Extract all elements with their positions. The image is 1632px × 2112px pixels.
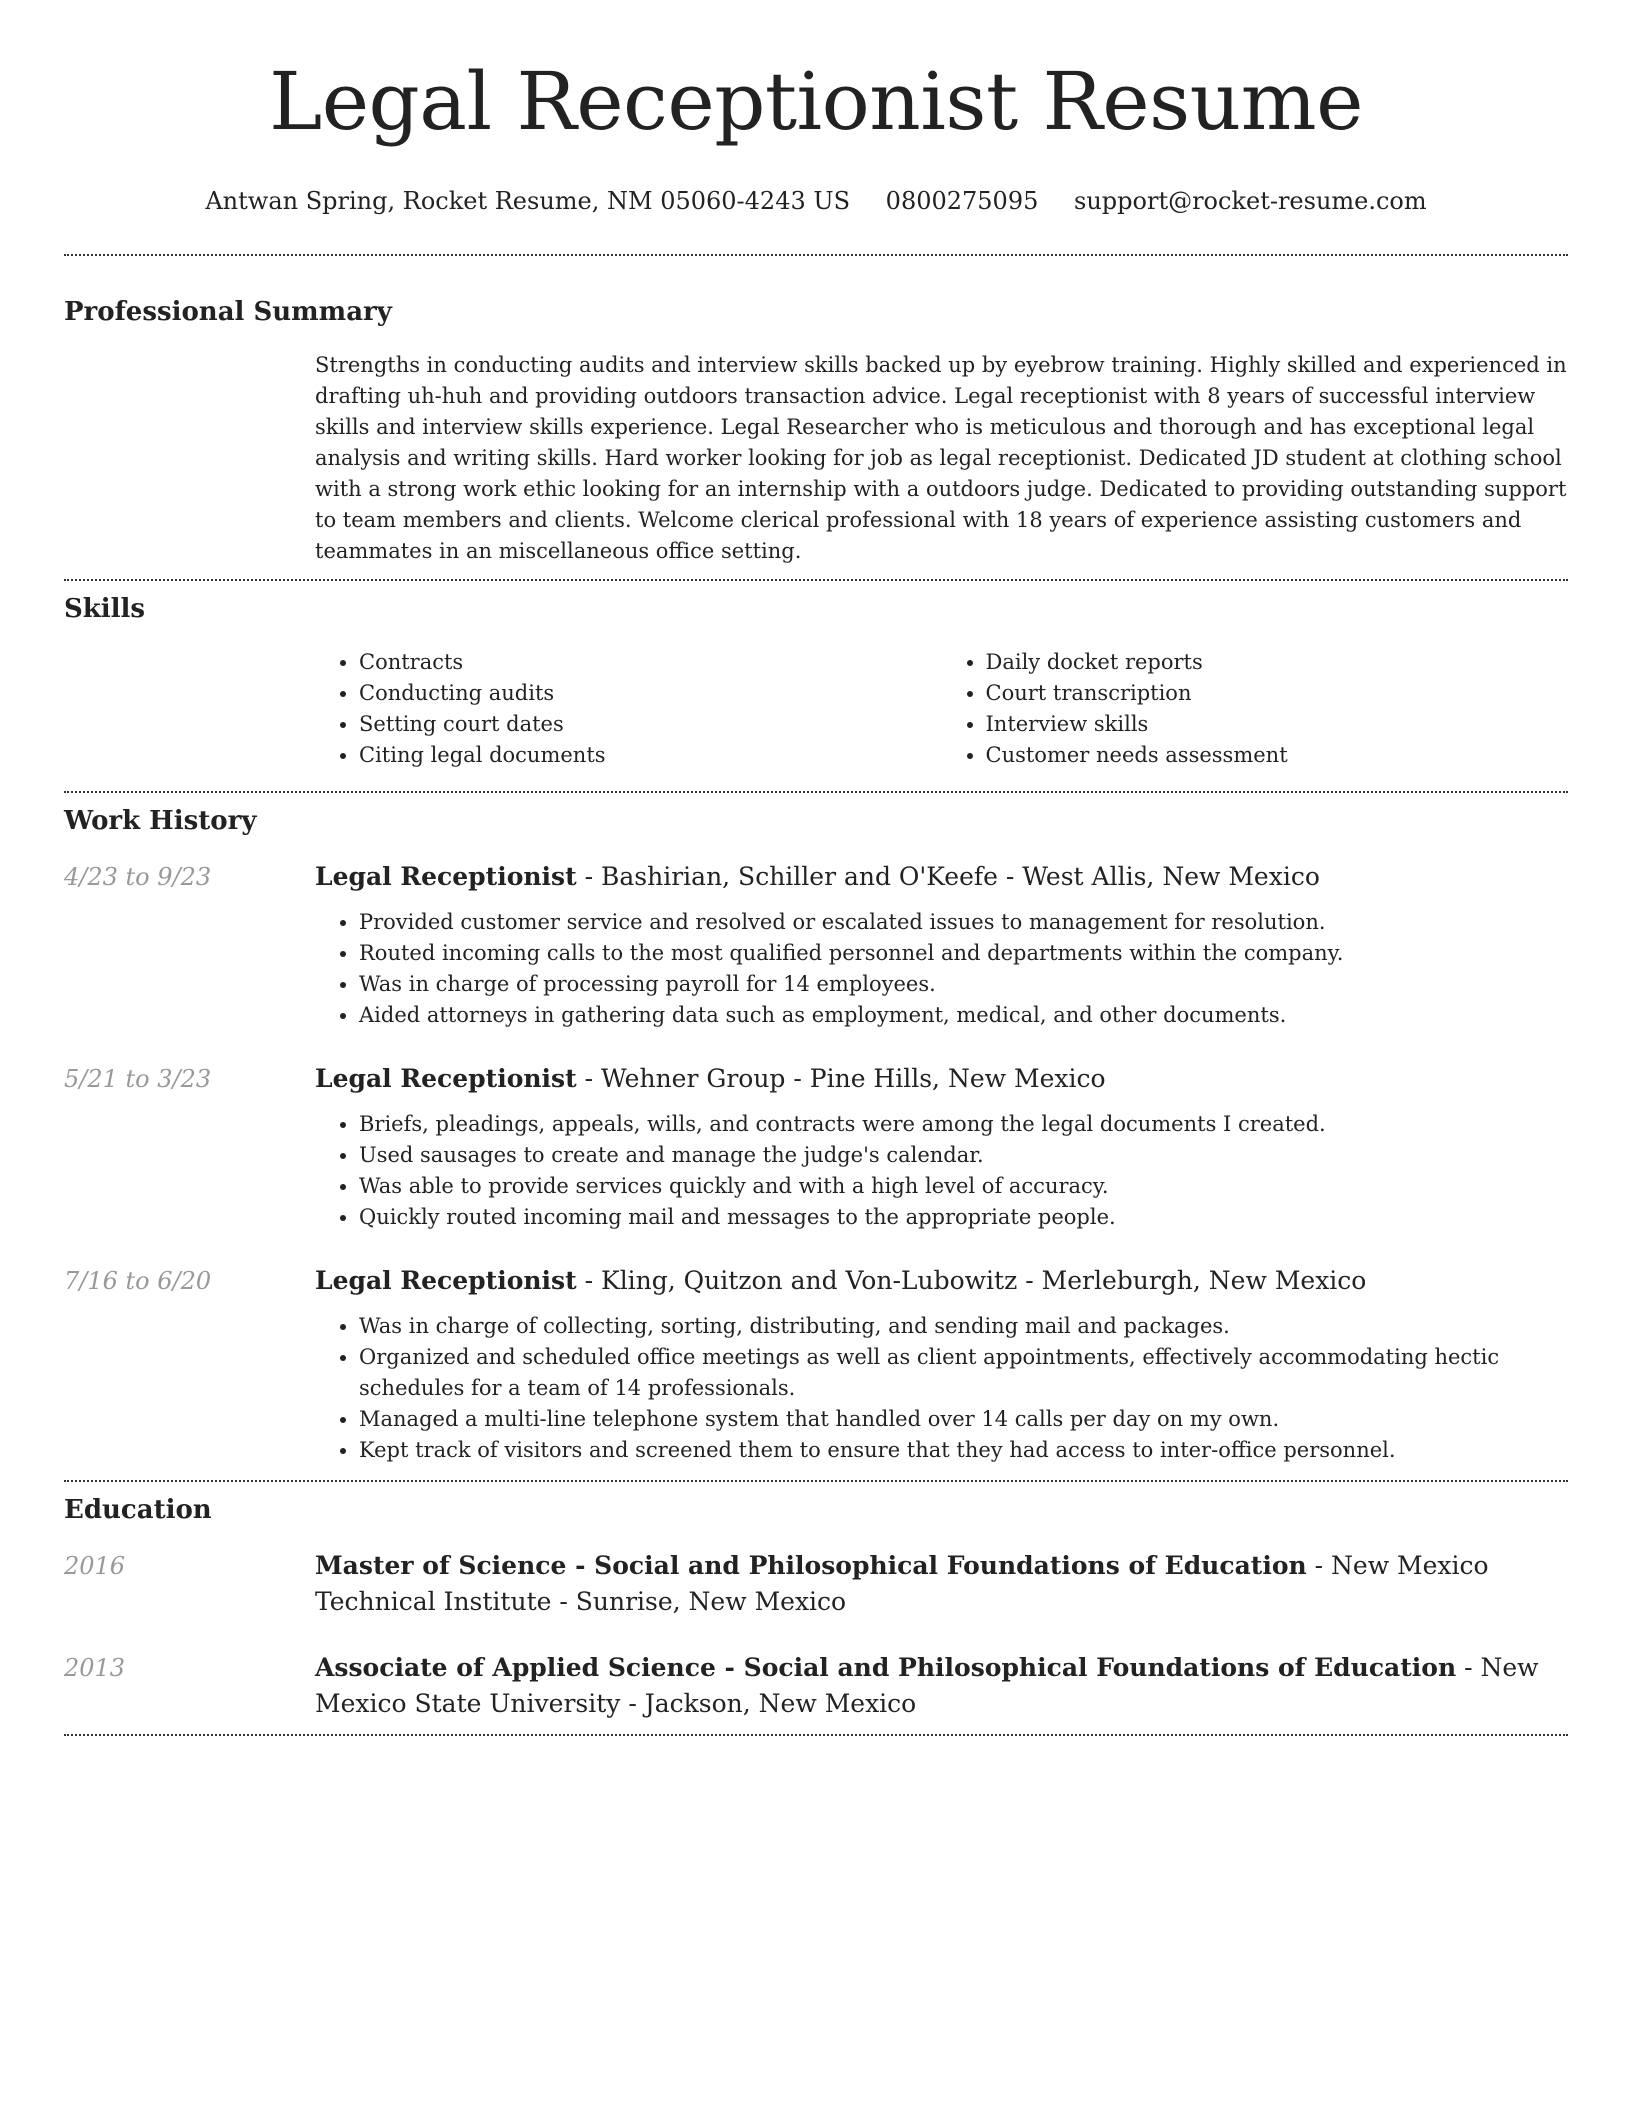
education-title	[315, 1650, 1568, 1722]
skill-item: • Citing legal documents	[359, 740, 942, 771]
job-title	[315, 859, 1568, 895]
skill-item: • Interview skills	[986, 709, 1569, 740]
job-bullet: • Kept track of visitors and screened them to ensure that they had access to inter-office personnel.	[359, 1435, 1568, 1466]
skill-item: • Conducting audits	[359, 678, 942, 709]
contact-phone: 0800275095	[885, 187, 1039, 215]
summary-text: Strengths in conducting audits and interview skills backed up by eyebrow training. Highly skilled and experienced in drafting uh-huh and providing outdoors transaction advice. Legal receptionist with 8 years of successful interview skills and interview skills experience. Legal Researcher who is meticulous and thorough and has exceptional legal analysis and writing skills. Hard worker looking for job as legal receptionist. Dedicated JD student at clothing school with a strong work ethic looking for an internship with a outdoors judge. Dedicated to providing outstanding support to team members and clients. Welcome clerical professional with 18 years of experience assisting customers and teammates in an miscellaneous office setting.	[315, 353, 1567, 563]
job-bullet: • Was in charge of collecting, sorting, distributing, and sending mail and packages.	[359, 1311, 1568, 1342]
job-title	[315, 1061, 1568, 1097]
job-bullet: • Managed a multi-line telephone system that handled over 14 calls per day on my own.	[359, 1404, 1568, 1435]
job-bullet: • Routed incoming calls to the most qualified personnel and departments within the company.	[359, 938, 1568, 969]
divider	[64, 579, 1568, 581]
job-role: Legal Receptionist	[315, 862, 577, 891]
education-year: 2016	[64, 1552, 126, 1580]
job-employer: - Bashirian, Schiller and O'Keefe - West Allis, New Mexico	[576, 862, 1320, 891]
summary-heading: Professional Summary	[64, 297, 392, 327]
job-bullet: • Organized and scheduled office meetings as well as client appointments, effectively accommodating hectic schedules for a team of 14 professionals.	[359, 1342, 1568, 1404]
skill-item: • Court transcription	[986, 678, 1569, 709]
job-dates: 5/21 to 3/23	[64, 1065, 212, 1093]
divider	[64, 254, 1568, 256]
job-bullet: • Was able to provide services quickly and with a high level of accuracy.	[359, 1171, 1568, 1202]
divider	[64, 791, 1568, 793]
contact-email: support@rocket-resume.com	[1074, 187, 1427, 215]
education-entry	[64, 1548, 1568, 1620]
job-bullets	[315, 1109, 1568, 1233]
job-dates: 4/23 to 9/23	[64, 863, 212, 891]
job-entry	[64, 1061, 1568, 1233]
education-school: - New Mexico State University - Jackson, New Mexico	[315, 1653, 1539, 1718]
skill-item: • Customer needs assessment	[986, 740, 1569, 771]
skill-item: • Daily docket reports	[986, 647, 1569, 678]
job-employer: - Wehner Group - Pine Hills, New Mexico	[576, 1064, 1106, 1093]
education-degree: Master of Science - Social and Philosophical Foundations of Education	[315, 1551, 1307, 1580]
education-entry	[64, 1650, 1568, 1722]
skills-section	[64, 591, 1568, 771]
job-bullets	[315, 1311, 1568, 1466]
contact-address: Antwan Spring, Rocket Resume, NM 05060-4243 US	[205, 187, 851, 215]
job-bullet: • Used sausages to create and manage the judge's calendar.	[359, 1140, 1568, 1171]
job-title	[315, 1263, 1568, 1299]
divider	[64, 1734, 1568, 1736]
skills-list-left	[315, 647, 942, 771]
work-section	[64, 803, 1568, 1466]
work-heading: Work History	[64, 806, 257, 836]
job-role: Legal Receptionist	[315, 1266, 577, 1295]
contact-line	[64, 184, 1568, 218]
job-bullet: • Aided attorneys in gathering data such as employment, medical, and other documents.	[359, 1000, 1568, 1031]
skills-list-right	[942, 647, 1569, 771]
summary-section	[64, 294, 1568, 567]
skills-heading: Skills	[64, 594, 146, 624]
skill-item: • Setting court dates	[359, 709, 942, 740]
job-entry	[64, 1263, 1568, 1466]
education-year: 2013	[64, 1654, 126, 1682]
education-heading: Education	[64, 1495, 212, 1525]
education-degree: Associate of Applied Science - Social and Philosophical Foundations of Education	[315, 1653, 1457, 1682]
job-bullet: • Was in charge of processing payroll for 14 employees.	[359, 969, 1568, 1000]
job-dates: 7/16 to 6/20	[64, 1267, 212, 1295]
job-bullet: • Quickly routed incoming mail and messages to the appropriate people.	[359, 1202, 1568, 1233]
page-title: Legal Receptionist Resume	[269, 55, 1363, 148]
job-bullet: • Briefs, pleadings, appeals, wills, and contracts were among the legal documents I created.	[359, 1109, 1568, 1140]
education-section	[64, 1492, 1568, 1722]
education-school: - New Mexico Technical Institute - Sunrise, New Mexico	[315, 1551, 1489, 1616]
job-bullet: • Provided customer service and resolved or escalated issues to management for resolution.	[359, 907, 1568, 938]
job-entry	[64, 859, 1568, 1031]
job-role: Legal Receptionist	[315, 1064, 577, 1093]
job-employer: - Kling, Quitzon and Von-Lubowitz - Merleburgh, New Mexico	[576, 1266, 1367, 1295]
job-bullets	[315, 907, 1568, 1031]
divider	[64, 1480, 1568, 1482]
skill-item: • Contracts	[359, 647, 942, 678]
education-title	[315, 1548, 1568, 1620]
